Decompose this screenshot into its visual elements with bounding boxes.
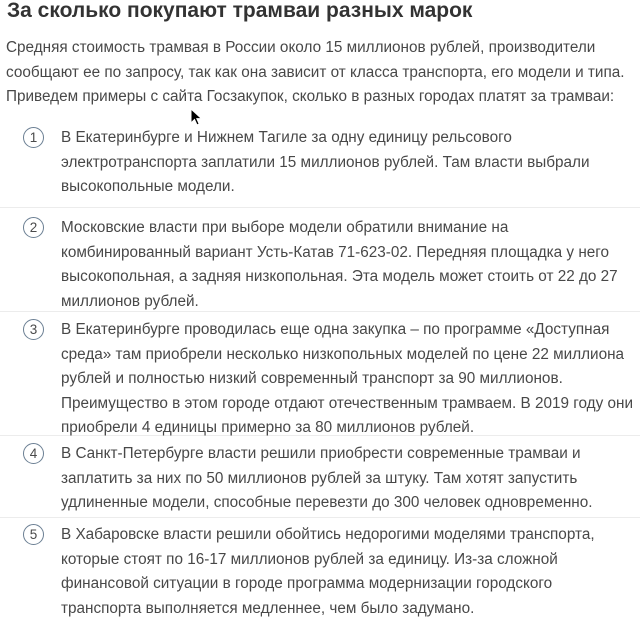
item-number-badge: 5 (23, 524, 44, 545)
item-text: В Санкт-Петербурге власти решили приобрести современные трамваи и заплатить за них по 50 миллионов рублей за штуку. Там хотят запустить удлиненные модели, способные перевезти до 300 человек одновременно. (61, 445, 593, 511)
list-item (0, 518, 640, 624)
page-title: За сколько покупают трамваи разных марок (7, 0, 473, 22)
intro-paragraph: Средняя стоимость трамвая в России около 15 миллионов рублей, производители сообщают ее по запросу, так как она зависит от класса транспорта, его модели и типа. Приведем примеры с сайта Госзакупок, сколько в разных городах платят за трамваи: (6, 39, 625, 105)
item-text: В Екатеринбурге проводилась еще одна закупка – по программе «Доступная среда» там приобрели несколько низкопольных моделей по цене 22 миллиона рублей и полностью низкий современный транспорт за 90 миллионов. Преимущество в этом городе отдают отечественным трамваем. В 2019 году они приобрели 4 единицы примерно за 80 миллионов рублей. (61, 321, 633, 436)
list-item (0, 436, 640, 518)
item-text: Московские власти при выборе модели обратили внимание на комбинированный вариант Усть-Катав 71-623-02. Передняя площадка у него высокопольная, а задняя низкопольная. Эта модель может стоить от 22 до 27 миллионов рублей. (61, 219, 618, 310)
item-text: В Хабаровске власти решили обойтись недорогими моделями транспорта, которые стоят по 16-17 миллионов рублей за единицу. Из-за сложной финансовой ситуации в городе программа модернизации городского транспорта выполняется медленнее, чем было задумано. (61, 526, 595, 617)
item-number-badge: 1 (23, 127, 44, 148)
mouse-pointer-icon (190, 108, 204, 126)
list-item (0, 208, 640, 312)
price-examples-list (0, 125, 640, 624)
item-number-badge: 2 (23, 217, 44, 238)
list-item (0, 125, 640, 208)
item-text: В Екатеринбурге и Нижнем Тагиле за одну единицу рельсового электротранспорта заплатили 15 миллионов рублей. Там власти выбрали высокопольные модели. (61, 129, 590, 195)
list-item (0, 312, 640, 436)
item-number-badge: 3 (23, 319, 44, 340)
item-number-badge: 4 (23, 443, 44, 464)
